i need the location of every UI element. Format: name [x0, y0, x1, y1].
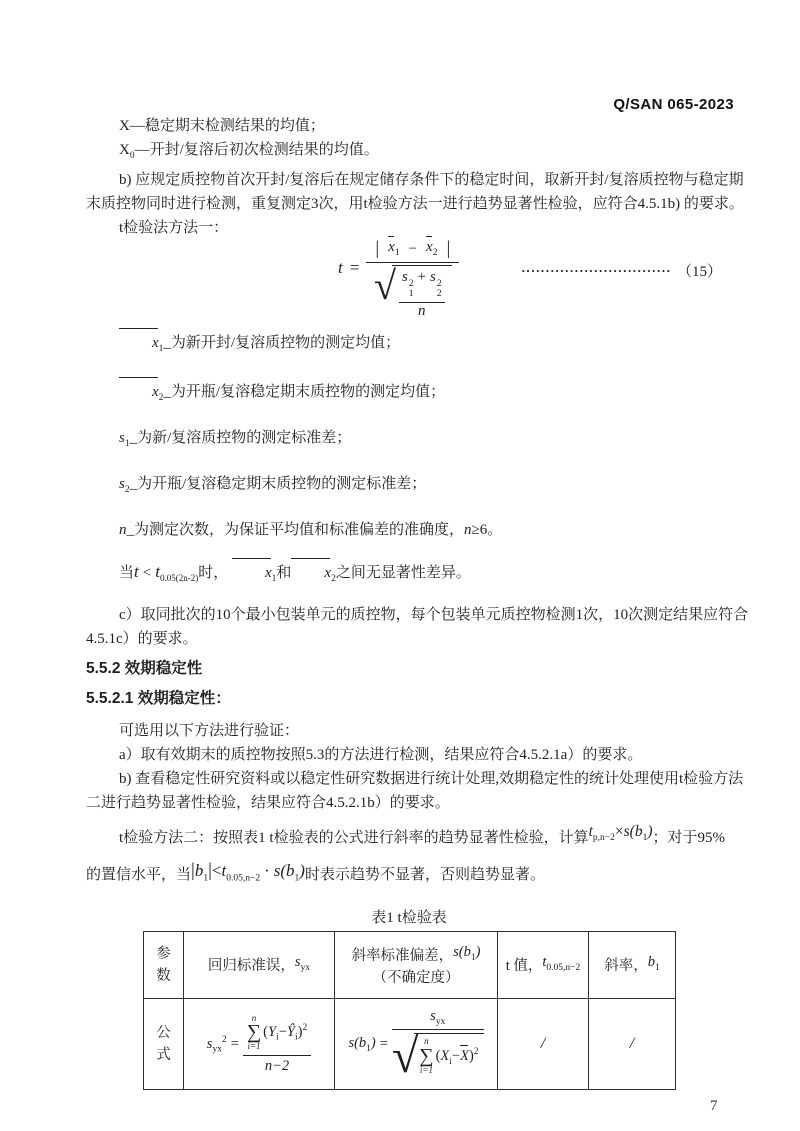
fraction — [243, 1014, 311, 1076]
func-s: s( — [623, 823, 635, 840]
numerator — [243, 1014, 311, 1057]
var-t: t — [338, 257, 343, 277]
equals-sign: = — [349, 257, 360, 277]
sub-1: 1 — [366, 1043, 371, 1054]
x-bar — [291, 558, 331, 585]
times-sign: × — [614, 823, 624, 840]
func-s: s( — [348, 1035, 359, 1052]
s1-squared — [402, 269, 414, 300]
text: 之间无显著性差异。 — [335, 565, 471, 581]
def-text: _为开瓶/复溶稳定期末质控物的测定标准差； — [129, 476, 427, 492]
paren-open: ( — [435, 1048, 441, 1065]
table-header-row — [144, 932, 676, 999]
var-s: s — [119, 430, 125, 446]
t-method2-line1 — [86, 823, 726, 859]
sub-1: 1 — [470, 952, 476, 963]
validation-item-b-line1: b) 查看稳定性研究资料或以稳定性研究数据进行统计处理,效期稳定性的统计处理使用t检验方法 — [119, 771, 744, 787]
sub-1: 1 — [642, 833, 648, 844]
var-x: x — [264, 565, 272, 581]
var-b: b — [647, 954, 655, 971]
sub-2: 2 — [436, 288, 442, 299]
t-subscript: 0.05(2n-2) — [159, 573, 199, 583]
func-s: s( — [273, 861, 287, 881]
squared-residual — [263, 1023, 307, 1043]
item-c-line1: c）取同批次的10个最小包装单元的质控物，每个包装单元质控物检测1次，10次测定结果应符合 — [119, 607, 749, 623]
t-subscript: 0.05,n−2 — [226, 873, 261, 884]
var-Y-hat: Ŷ — [286, 1023, 295, 1040]
var-s: s — [206, 1035, 213, 1052]
def-s2 — [86, 472, 722, 502]
validation-item-a: a）取有效期末的质控物按照5.3的方法进行检测，结果应符合4.5.2.1a）的要求。 — [119, 747, 643, 763]
abs-bar-right: | — [446, 238, 451, 259]
dot-leader: ······························· — [521, 262, 671, 278]
var-Y: Y — [267, 1023, 277, 1040]
formula-number: （15） — [676, 264, 722, 280]
var-x: x — [388, 239, 395, 255]
def-x1 — [86, 328, 722, 361]
x0-letter: X — [119, 142, 130, 158]
sub-i: i — [276, 1032, 279, 1043]
page-number: 7 — [710, 1098, 718, 1114]
var-t: t — [134, 562, 139, 581]
x-bar — [426, 236, 433, 256]
math-sb1 — [453, 943, 481, 963]
sub-1: 1 — [158, 344, 164, 354]
t-method2-line2 — [86, 859, 722, 896]
summation — [247, 1014, 261, 1053]
var-b: b — [358, 1035, 367, 1052]
sub-sup — [437, 280, 442, 300]
header-cell-regression-error — [184, 932, 335, 999]
inner-numerator — [399, 269, 445, 303]
definition-x0-line — [86, 138, 722, 168]
var-n: n — [119, 522, 127, 538]
radicand — [392, 265, 452, 320]
var-n: n — [464, 522, 472, 538]
radical-sign: √ — [391, 1029, 419, 1083]
sb1-lhs — [348, 1035, 375, 1054]
table-formula-row — [144, 999, 676, 1090]
var-s: s — [119, 476, 125, 492]
paren-close: ) — [647, 823, 653, 840]
sum-lower: i=1 — [419, 1064, 433, 1075]
sigma-sign: ∑ — [419, 1044, 434, 1067]
math-syx — [294, 954, 311, 973]
formula-15-block — [86, 236, 722, 328]
validation-intro: 可选用以下方法进行验证： — [119, 723, 300, 739]
text: 时， — [198, 565, 229, 581]
var-x: x — [426, 239, 433, 255]
minus-sign: − — [408, 241, 418, 257]
var-s: s — [430, 1008, 436, 1025]
paren-close: ) — [297, 1023, 303, 1040]
sub-1: 1 — [203, 873, 209, 884]
cell-syx-formula — [184, 999, 335, 1090]
var-b: b — [634, 823, 643, 840]
t-test-table — [143, 931, 676, 1090]
math-b1-criterion — [191, 860, 305, 884]
n-minus-2: n−2 — [264, 1058, 290, 1075]
validation-item-b-line2: 二进行趋势显著性检验，结果应符合4.5.2.1b）的要求。 — [86, 795, 450, 811]
var-s: s — [430, 269, 436, 285]
sub-2: 2 — [331, 574, 336, 584]
table-caption: 表1 t检验表 — [371, 910, 447, 927]
sup-2: 2 — [408, 279, 414, 289]
x2-mean — [426, 236, 437, 258]
definition-x-line: X—稳定期末检测结果的均值； — [119, 118, 325, 134]
label: t 值， — [505, 958, 543, 975]
cell-formula-label — [144, 999, 184, 1090]
math-b1 — [647, 954, 660, 973]
var-t: t — [155, 562, 160, 581]
cell-t-value-empty — [498, 999, 589, 1090]
math-tpn2-sb1 — [588, 823, 653, 844]
heading-5-5-2-1: 5.5.2.1 效期稳定性： — [86, 690, 231, 707]
summation — [419, 1037, 433, 1076]
denominator — [392, 1029, 484, 1081]
square-root — [374, 265, 452, 320]
item-b-line2: 末质控物同时进行检测，重复测定3次，用t检验方法一进行趋势显著性检验，应符合4.5.1b) 的要求。 — [86, 196, 744, 212]
def-text: _为开瓶/复溶稳定期末质控物的测定均值； — [163, 384, 446, 400]
sum-lower: i=1 — [247, 1041, 261, 1052]
doc-code: Q/SAN 065-2023 — [613, 96, 734, 113]
var-t: t — [588, 823, 593, 840]
cell-sb1-formula — [335, 999, 498, 1090]
text: ；对于95% — [652, 830, 726, 846]
cell-slope-empty — [589, 999, 676, 1090]
text: 和 — [276, 565, 292, 581]
var-t: t — [542, 954, 547, 971]
sup-2: 2 — [436, 279, 442, 289]
text: 当 — [119, 565, 135, 581]
label: 斜率， — [604, 958, 648, 975]
sum-upper: n — [251, 1012, 257, 1023]
sigma-sign: ∑ — [246, 1021, 262, 1044]
sub-yx: yx — [212, 1044, 222, 1055]
sub-1: 1 — [271, 574, 277, 584]
def-n — [86, 518, 722, 542]
x0-text: —开封/复溶后初次检测结果的均值。 — [134, 142, 379, 158]
t-subscript: p,n−2 — [592, 833, 615, 844]
x1-mean — [388, 236, 399, 258]
sub-i: i — [294, 1032, 298, 1043]
sup-2: 2 — [221, 1034, 227, 1045]
abs-bar-right: | — [208, 860, 212, 882]
syx-lhs — [207, 1035, 227, 1055]
var-x: x — [152, 335, 159, 351]
def-text: _为新/复溶质控物的测定标准差； — [129, 430, 352, 446]
abs-bar-left: | — [191, 860, 195, 882]
squared-deviation — [436, 1045, 479, 1067]
var-X: X — [460, 1048, 469, 1065]
plus-sign: + — [417, 269, 426, 285]
x-bar — [460, 1045, 469, 1065]
var-x: x — [324, 565, 332, 581]
paren-open: ( — [263, 1023, 268, 1040]
syx-formula — [186, 1014, 332, 1076]
minus-sign: − — [278, 1023, 287, 1040]
label-parameter: 参数 — [156, 946, 171, 985]
equals-sign: = — [230, 1035, 239, 1052]
var-s: s — [294, 954, 301, 971]
numerator — [426, 1008, 449, 1029]
paren-close: ) — [370, 1035, 376, 1052]
def-tail: ≥6。 — [471, 522, 503, 538]
fraction-numerator — [366, 236, 459, 263]
sb1-formula — [337, 1008, 495, 1081]
sub-sup — [409, 280, 414, 300]
inner-denominator — [418, 303, 426, 320]
fraction-denominator — [374, 263, 452, 320]
var-b: b — [463, 943, 471, 960]
radicand — [414, 1033, 483, 1076]
sub-1: 1 — [294, 873, 300, 884]
fraction — [392, 1008, 484, 1081]
x-bar — [232, 558, 272, 585]
formula-15-expression — [338, 236, 459, 320]
sub-1: 1 — [655, 962, 660, 973]
text: 的置信水平，当 — [86, 867, 192, 884]
sub-1: 1 — [124, 439, 130, 449]
sub-2: 2 — [432, 248, 438, 258]
slash-placeholder: / — [540, 1035, 546, 1053]
sup-2: 2 — [473, 1047, 479, 1058]
t-method1-label: t检验法方法一： — [119, 220, 229, 236]
cdot: · — [264, 861, 270, 881]
paren-close: ) — [299, 861, 305, 881]
less-than: < — [211, 861, 222, 881]
sub-1: 1 — [394, 248, 400, 258]
square-root — [391, 1029, 484, 1083]
paren-close: ) — [475, 943, 481, 960]
s2-squared — [430, 269, 442, 300]
var-s: s — [401, 269, 408, 285]
x-bar — [388, 236, 395, 256]
def-x2 — [86, 377, 722, 410]
abs-bar-left: | — [375, 238, 380, 259]
header-cell-t-value — [498, 932, 589, 999]
var-b: b — [194, 861, 204, 881]
formula-15-leader — [521, 260, 722, 281]
sub-2: 2 — [124, 485, 130, 495]
header-cell-parameter — [144, 932, 184, 999]
var-n: n — [418, 302, 426, 319]
def-text: _为新开封/复溶质控物的测定均值； — [163, 335, 401, 351]
denominator — [265, 1056, 289, 1075]
x-bar — [119, 377, 159, 404]
x-bar — [119, 328, 159, 355]
func-s: s( — [453, 943, 464, 960]
label: 斜率标准偏差， — [351, 947, 454, 964]
fraction — [366, 236, 459, 320]
var-b: b — [286, 861, 295, 881]
item-c-line2: 4.5.1c）的要求。 — [86, 631, 198, 647]
t-subscript: 0.05,n−2 — [546, 962, 581, 973]
slash-placeholder: / — [629, 1035, 635, 1053]
sup-2: 2 — [302, 1023, 308, 1034]
sum-upper: n — [424, 1035, 429, 1046]
sub-yx: yx — [435, 1016, 446, 1027]
def-s1 — [86, 426, 722, 456]
label-formula: 公式 — [156, 1025, 171, 1064]
sub-yx: yx — [300, 962, 311, 973]
radical-sign: √ — [373, 263, 396, 308]
var-x: x — [152, 384, 159, 400]
heading-5-5-2: 5.5.2 效期稳定性 — [86, 660, 203, 677]
slope-sd-line1 — [337, 944, 495, 967]
equals-sign: = — [379, 1035, 388, 1052]
minus-sign: − — [451, 1048, 461, 1065]
def-text: _为测定次数，为保证平均值和标准偏差的准确度， — [126, 522, 465, 538]
text: t检验方法二：按照表1 t检验表的公式进行斜率的趋势显著性检验，计算 — [119, 830, 589, 846]
sub-i: i — [449, 1057, 452, 1068]
slope-sd-line2: （不确定度） — [372, 970, 460, 987]
header-cell-slope-sd — [335, 932, 498, 999]
var-X: X — [440, 1048, 450, 1065]
less-than: < — [142, 565, 152, 581]
sub-2: 2 — [158, 393, 164, 403]
x0-subscript: 0 — [129, 151, 135, 161]
sub-1: 1 — [408, 288, 414, 299]
label: 回归标准误， — [207, 958, 295, 975]
paren-close: ) — [468, 1048, 474, 1065]
var-t: t — [221, 861, 227, 881]
math-t005n2 — [542, 954, 581, 973]
item-b-line1: b) 应规定质控物首次开封/复溶后在规定储存条件下的稳定时间，取新开封/复溶质控物与稳定期 — [119, 172, 744, 188]
text: 时表示趋势不显著，否则趋势显著。 — [304, 867, 545, 884]
inner-fraction — [399, 269, 445, 320]
t-comparison-line — [86, 558, 722, 591]
header-cell-slope — [589, 932, 676, 999]
